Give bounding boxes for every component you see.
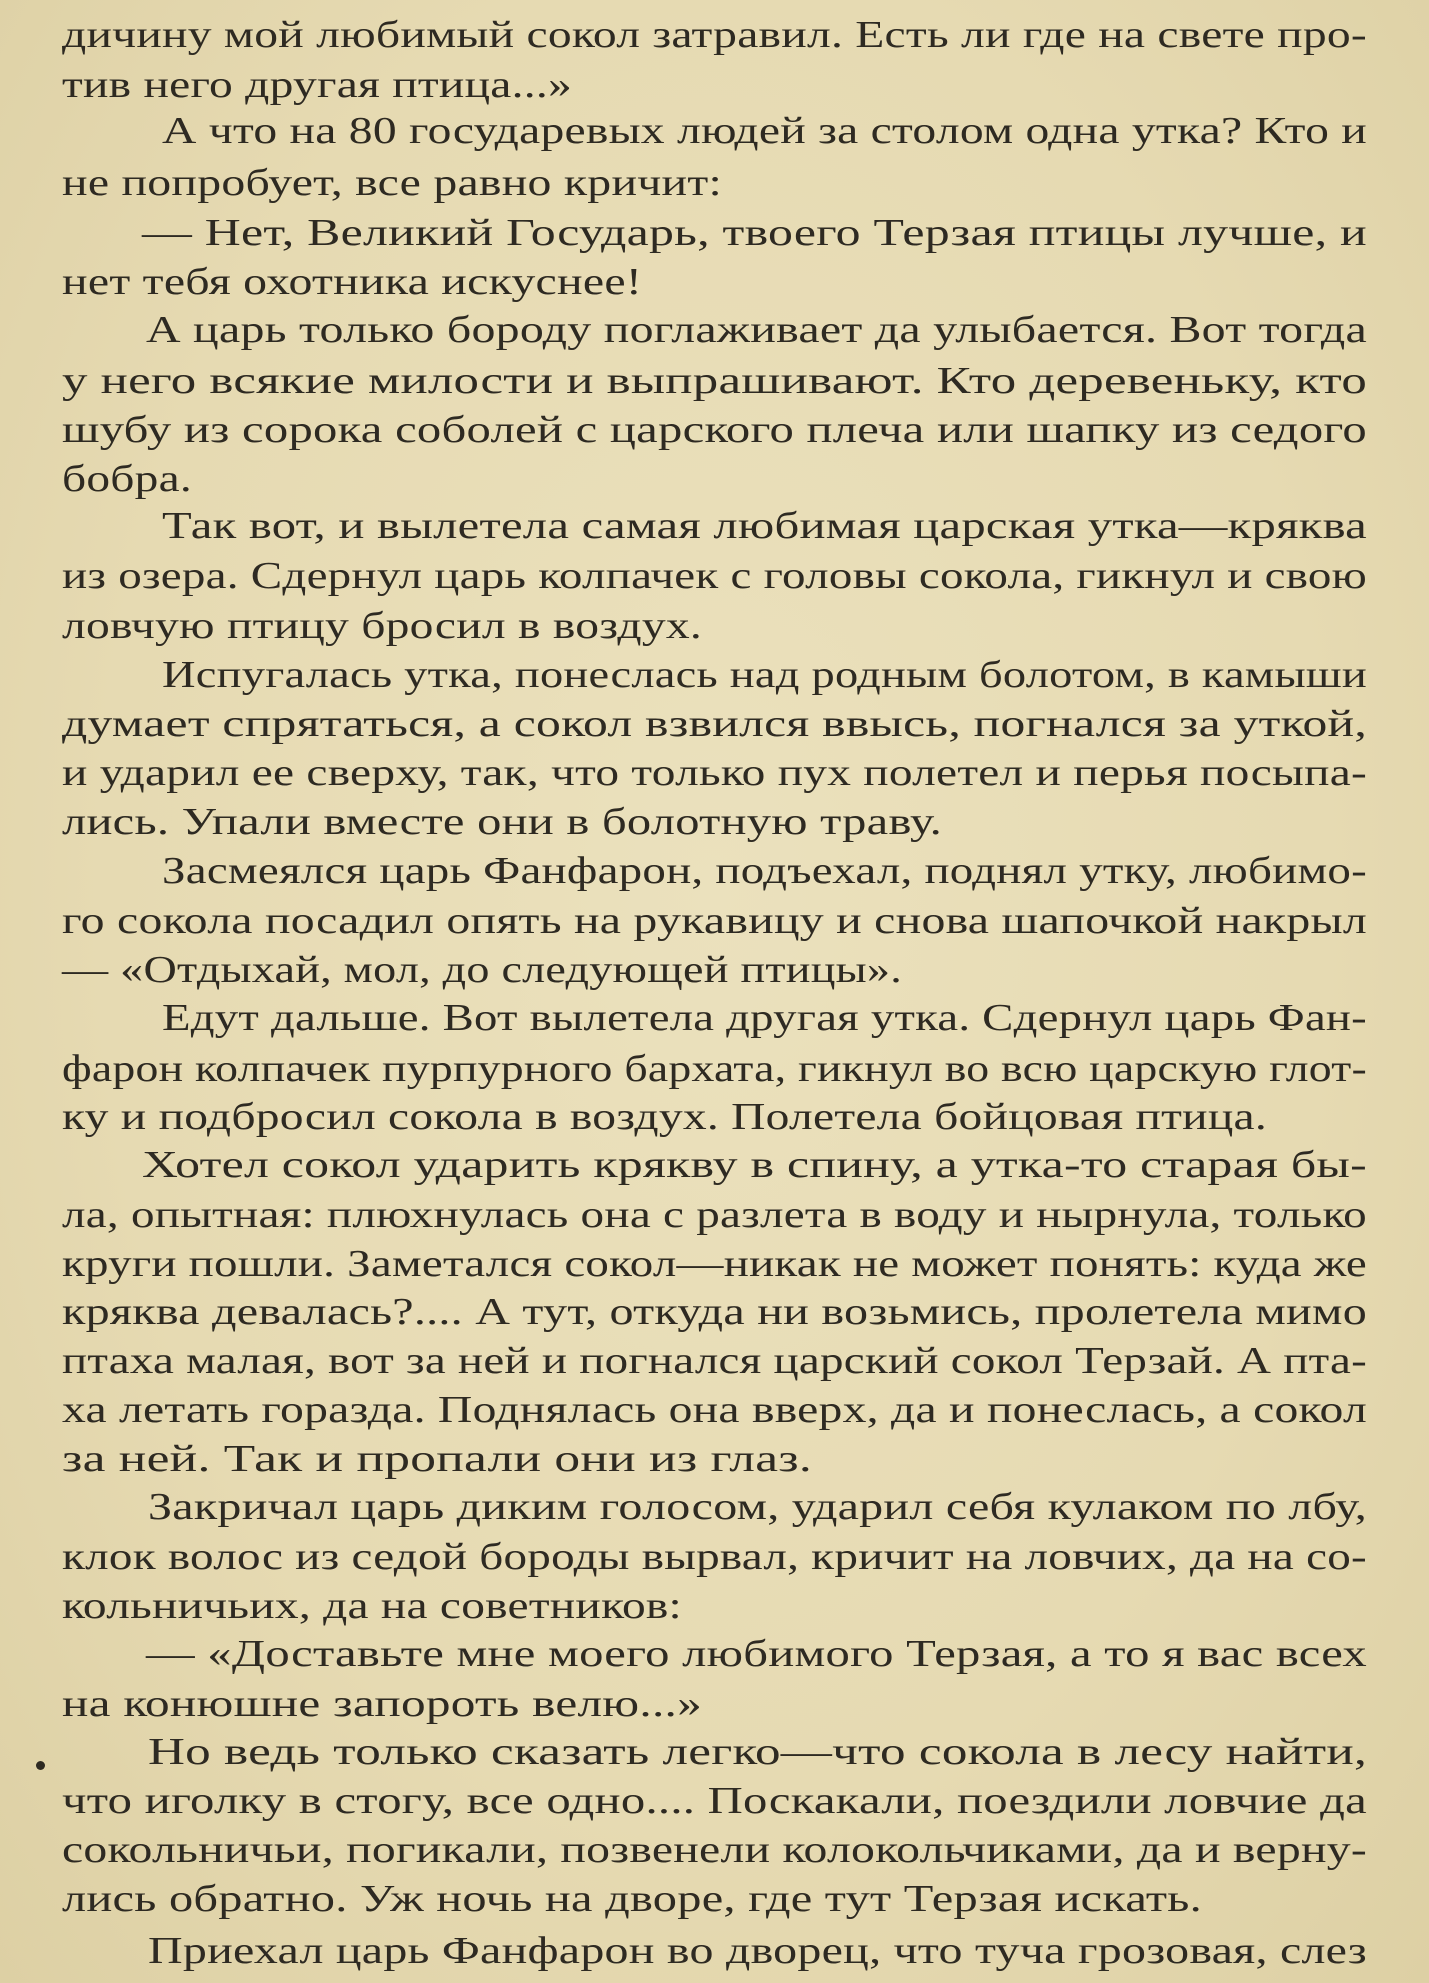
text-line: — «Отдыхай, мол, до следующей птицы». (62, 949, 902, 991)
text-line: Так вот, и вылетела самая любимая царская утка—кряква (162, 505, 1367, 547)
text-line: Хотел сокол ударить крякву в спину, а утка-то старая бы- (142, 1144, 1367, 1186)
text-line: лись. Упали вместе они в болотную траву. (62, 801, 942, 843)
text-line: Приехал царь Фанфарон во дворец, что туча грозовая, слез (148, 1930, 1367, 1972)
text-line: Засмеялся царь Фанфарон, подъехал, поднял утку, любимо- (162, 850, 1367, 892)
text-line: — «Доставьте мне моего любимого Терзая, а то я вас всех (146, 1633, 1367, 1675)
text-line: бобра. (62, 458, 192, 500)
text-line: нет тебя охотника искуснее! (62, 261, 642, 303)
text-line: у него всякие милости и выпрашивают. Кто деревеньку, кто (62, 360, 1367, 402)
text-line: ха летать горазда. Поднялась она вверх, да и понеслась, а сокол (62, 1389, 1367, 1431)
text-line: А что на 80 государевых людей за столом одна утка? Кто и (162, 110, 1367, 152)
text-line: птаха малая, вот за ней и погнался царский сокол Терзай. А пта- (62, 1340, 1367, 1382)
text-line: — Нет, Великий Государь, твоего Терзая птицы лучше, и (142, 212, 1367, 254)
text-line: ку и подбросил сокола в воздух. Полетела бойцовая птица. (62, 1096, 1267, 1138)
text-line: и ударил ее сверху, так, что только пух полетел и перья посыпа- (62, 752, 1367, 794)
text-line: думает спрятаться, а сокол взвился ввысь, погнался за уткой, (62, 703, 1367, 745)
text-line: фарон колпачек пурпурного бархата, гикнул во всю царскую глот- (62, 1048, 1367, 1090)
text-line: тив него другая птица...» (62, 64, 572, 106)
text-line: Закричал царь диким голосом, ударил себя кулаком по лбу, (148, 1486, 1367, 1528)
text-line: за ней. Так и пропали они из глаз. (62, 1438, 812, 1480)
margin-dot (36, 1761, 45, 1770)
text-line: клок волос из седой бороды вырвал, кричит на ловчих, да на со- (62, 1536, 1367, 1578)
text-line: сокольничьи, погикали, позвенели колокольчиками, да и верну- (62, 1829, 1367, 1871)
text-line: дичину мой любимый сокол затравил. Есть ли где на свете про- (62, 14, 1367, 56)
text-line: лись обратно. Уж ночь на дворе, где тут Терзая искать. (62, 1878, 1202, 1920)
text-line: кольничьих, да на советников: (62, 1585, 682, 1627)
text-line: из озера. Сдернул царь колпачек с головы сокола, гикнул и свою (62, 555, 1368, 597)
text-line: шубу из сорока соболей с царского плеча или шапку из седого (62, 409, 1367, 451)
text-line: ловчую птицу бросил в воздух. (62, 605, 702, 647)
text-line: Едут дальше. Вот вылетела другая утка. Сдернул царь Фан- (162, 997, 1367, 1039)
text-line: А царь только бороду поглаживает да улыбается. Вот тогда (146, 309, 1367, 351)
text-line: Но ведь только сказать легко—что сокола в лесу найти, (148, 1731, 1367, 1773)
text-line: что иголку в стогу, все одно.... Поскакали, поездили ловчие да (62, 1780, 1367, 1822)
text-line: на конюшне запороть велю...» (62, 1683, 702, 1725)
text-line: Испугалась утка, понеслась над родным болотом, в камыши (162, 654, 1367, 696)
text-line: кряква девалась?.... А тут, откуда ни возьмись, пролетела мимо (62, 1291, 1367, 1333)
text-line: ла, опытная: плюхнулась она с разлета в воду и нырнула, только (62, 1194, 1367, 1236)
text-line: го сокола посадил опять на рукавицу и снова шапочкой накрыл (62, 900, 1367, 942)
text-line: круги пошли. Заметался сокол—никак не может понять: куда же (62, 1243, 1367, 1285)
text-line: не попробует, все равно кричит: (62, 162, 722, 204)
